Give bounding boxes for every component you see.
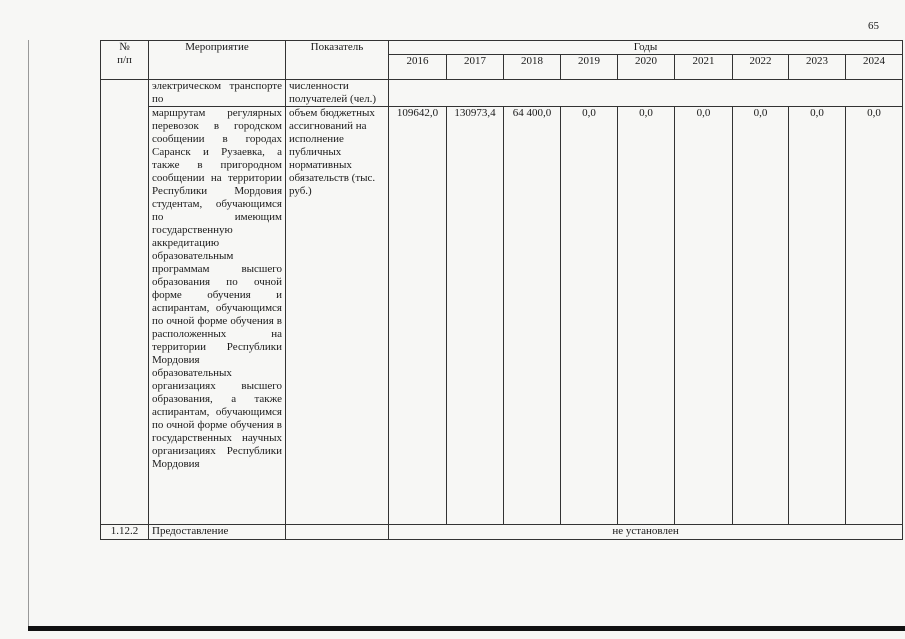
year-cell: 2021 — [675, 55, 733, 80]
year-cell: 2020 — [618, 55, 675, 80]
year-cell: 2018 — [504, 55, 561, 80]
row-indicator-empty — [286, 525, 389, 540]
row-activity: Предоставление — [149, 525, 286, 540]
main-indicator: объем бюджетных ассигнований на исполнение публичных нормативных обязательств (тыс. руб.) — [286, 107, 389, 525]
year-cell: 2023 — [789, 55, 846, 80]
budget-table — [100, 40, 903, 540]
header-row — [101, 41, 903, 55]
value-cell: 109642,0 — [389, 107, 447, 525]
continued-row — [101, 80, 903, 107]
year-cell: 2022 — [733, 55, 789, 80]
continued-activity: электрическом транспорте по — [149, 80, 286, 107]
value-cell: 0,0 — [789, 107, 846, 525]
row-number: 1.12.2 — [101, 525, 149, 540]
value-cell: 130973,4 — [447, 107, 504, 525]
value-cell: 0,0 — [733, 107, 789, 525]
header-number-sublabel: п/п — [117, 54, 132, 66]
year-cell: 2024 — [846, 55, 903, 80]
value-cell: 64 400,0 — [504, 107, 561, 525]
row-1-12-2 — [101, 525, 903, 540]
continued-indicator: численности получателей (чел.) — [286, 80, 389, 107]
scan-bottom-edge — [28, 626, 905, 631]
main-row — [101, 107, 903, 525]
value-cell: 0,0 — [618, 107, 675, 525]
row-status: не установлен — [389, 525, 903, 540]
value-cell: 0,0 — [561, 107, 618, 525]
value-cell: 0,0 — [846, 107, 903, 525]
scan-left-edge — [28, 40, 29, 626]
header-years: Годы — [389, 41, 903, 55]
header-number — [101, 41, 149, 80]
main-activity: маршрутам регулярных перевозок в городском сообщении в городах Саранск и Рузаевка, а также в пригородном сообщении на территории Республики Мордовия студентам, обучающимся по имеющим государственную аккредитацию образовательным программам высшего образования по очной форме обучения и аспирантам, обучающимся по очной форме обучения в расположенных на территории Республики Мордовия образовательных организациях высшего образования, а также аспирантам, обучающимся по очной форме обучения в государственных научных организациях Республики Мордовия — [149, 107, 286, 525]
year-cell: 2016 — [389, 55, 447, 80]
header-activity: Мероприятие — [149, 41, 286, 80]
header-indicator: Показатель — [286, 41, 389, 80]
header-number-label: № — [119, 41, 130, 53]
row-number-cell — [101, 80, 149, 525]
value-cell: 0,0 — [675, 107, 733, 525]
year-cell: 2019 — [561, 55, 618, 80]
year-cell: 2017 — [447, 55, 504, 80]
page-number: 65 — [868, 20, 879, 32]
continued-values-empty — [389, 80, 903, 107]
